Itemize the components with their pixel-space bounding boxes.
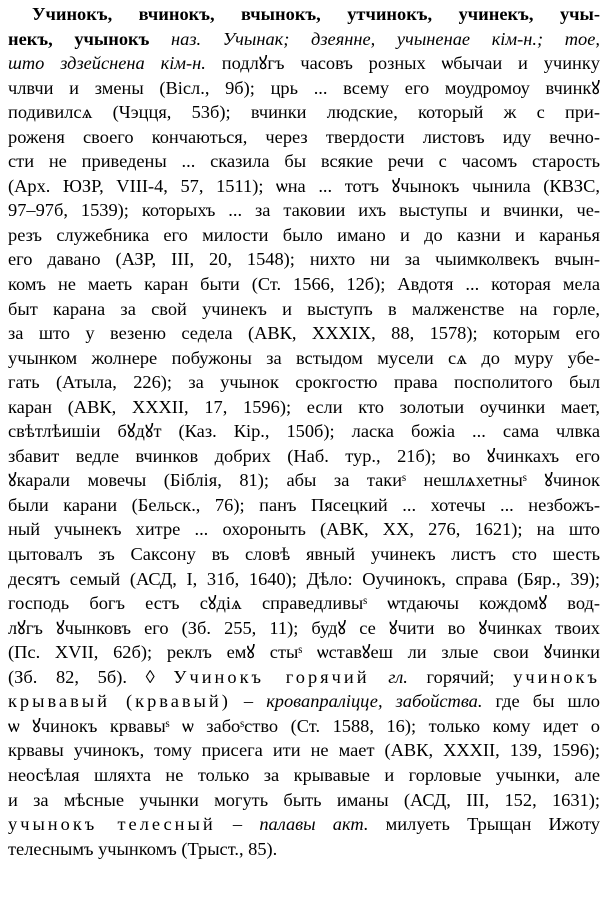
entry-line xyxy=(8,272,600,297)
italic-text: палавы акт. xyxy=(259,814,369,835)
text-run: роженя своего кончаються, через твердости листовъ иду вечно- xyxy=(8,126,600,147)
text-run: гать (Атыла, 226); за учынок срокгостю права посполитого был xyxy=(8,372,600,393)
entry-line xyxy=(8,247,600,272)
entry-line xyxy=(8,346,600,371)
entry-line xyxy=(8,468,600,493)
headword: некъ, учынокъ xyxy=(8,28,172,49)
entry-line xyxy=(8,125,600,150)
text-run: телеснымъ учынкомъ (Трыст., 85). xyxy=(8,838,278,859)
text-run: милуеть Трыщан Ижоту xyxy=(368,814,600,835)
entry-line xyxy=(8,100,600,125)
entry-line xyxy=(8,689,600,714)
entry-line xyxy=(8,837,600,862)
entry-line xyxy=(8,27,600,52)
entry-line xyxy=(8,174,600,199)
entry-line xyxy=(8,567,600,592)
entry-line xyxy=(8,788,600,813)
text-run: сти не приведены ... сказила бы всякие речи с часомъ старость xyxy=(8,151,600,172)
text-run: члвчи и змены (Вісл., 9б); црь ... всему его моудромоу вчинкꙋ xyxy=(8,77,600,98)
text-run: горячий; xyxy=(407,666,514,687)
text-run: ѡ ꙋчинокъ крвавыˢ ѡ забоˢство (Ст. 1588, 16); только кому идет о xyxy=(8,715,600,736)
text-run: ꙋкарали мовечы (Біблія, 81); абы за такиˢ нешлѧхетныˢ ꙋчинок xyxy=(8,470,600,491)
text-run: и за мѣсные учынки могуть быть иманы (АСД, III, 152, 1631); xyxy=(8,789,600,810)
text-run: ный учынекъ хитре ... охороныть (АВК, XX, 276, 1621); на што xyxy=(8,519,600,540)
entry-line xyxy=(8,51,600,76)
italic-text: кровапраліцце, забойства. xyxy=(266,691,483,712)
entry-line xyxy=(8,321,600,346)
entry-line xyxy=(8,297,600,322)
text-run: лꙋгъ ꙋчынковъ его (Зб. 255, 11); будꙋ се ꙋчити во ꙋчинках твоих xyxy=(8,617,600,638)
text-run: быт карана за свой учинекъ и выступъ в малженстве на горле, xyxy=(8,298,600,319)
spaced-phrase: учынокъ телесный xyxy=(8,814,216,835)
text-run: каран (АВК, XXXII, 17, 1596); если кто золотыи оучинки мает, xyxy=(8,396,600,417)
entry-line xyxy=(8,444,600,469)
italic-text: наз. Учынак; дзеянне, учыненае кім-н.; тое, xyxy=(171,28,600,49)
spaced-phrase: учинокъ xyxy=(513,666,600,687)
text-run: свѣтлѣишіи бꙋдꙋт (Каз. Кір., 150б); ласка божіа ... сама члвка xyxy=(8,421,600,442)
entry-line xyxy=(8,738,600,763)
entry-line xyxy=(8,665,600,690)
entry-line xyxy=(8,714,600,739)
text-run: были карани (Бельск., 76); панъ Пясецкий ... хотечы ... незбожъ- xyxy=(8,494,600,515)
text-run: десятъ семый (АСД, I, 31б, 1640); Дѣло: Оучинокъ, справа (Бяр., 39); xyxy=(8,568,600,589)
text-run xyxy=(370,667,389,687)
text-run: господь богъ естъ сꙋдіѧ справедливыˢ ѡтдаючы кождомꙋ вод- xyxy=(8,593,600,614)
entry-line xyxy=(8,517,600,542)
text-run: подлꙋгъ часовъ розных ѡбычаи и учинкy xyxy=(205,53,601,74)
italic-text: гл. xyxy=(388,666,408,687)
entry-line xyxy=(8,370,600,395)
spaced-phrase: крывавый (крвавый) xyxy=(8,691,231,712)
text-run: крвавы учинокъ, тому присега ити не мает (АВК, XXXII, 139, 1596); xyxy=(8,740,600,761)
headword: Учинокъ, вчинокъ, вчынокъ, утчинокъ, учинекъ, учы- xyxy=(32,4,600,24)
text-run: комъ не маеть каран быти (Ст. 1566, 12б); Авдотя ... которая мела xyxy=(8,274,600,295)
text-run: подивилсѧ (Чэцця, 53б); вчинки людские, который ж с при- xyxy=(8,102,600,123)
entry-line xyxy=(8,493,600,518)
text-run: (Арх. ЮЗР, VIII-4, 57, 1511); ѡна ... тотъ ꙋчынокъ чынила (КВЗС, xyxy=(8,175,600,196)
text-run: резъ служебника его милости было имано и до казни и каранья xyxy=(8,224,600,245)
text-run: где бы шло xyxy=(482,691,601,712)
text-run: збавит ведле вчинков добрих (Наб. тур., 21б); во ꙋчинкахъ его xyxy=(8,445,600,466)
text-run: – xyxy=(230,691,267,712)
entry-line xyxy=(8,812,600,837)
entry-line xyxy=(8,616,600,641)
entry-line xyxy=(8,223,600,248)
entry-line xyxy=(8,419,600,444)
italic-text: што здзейснена кім-н. xyxy=(8,53,206,74)
entry-line xyxy=(8,76,600,101)
entry-line xyxy=(8,149,600,174)
entry-line xyxy=(8,591,600,616)
text-run: за што у везеню седела (АВК, XXXIX, 88, 1578); которым его xyxy=(8,323,600,344)
text-run: – xyxy=(215,814,260,835)
text-run: 97–97б, 1539); которыхъ ... за таковии ихъ выступы и вчинки, че- xyxy=(8,200,600,221)
entry-line xyxy=(8,542,600,567)
text-run: (Зб. 82, 5б). ◊ xyxy=(8,666,174,687)
entry-line xyxy=(8,763,600,788)
entry-line xyxy=(8,395,600,420)
text-run: неосѣлая шляхта не только за крывавые и горловые учынки, але xyxy=(8,764,600,785)
text-run: (Пс. XVII, 62б); реклъ емꙋ стыˢ ѡставꙋеш ли злые свои ꙋчинки xyxy=(8,642,600,663)
entry-line xyxy=(8,198,600,223)
entry-line xyxy=(8,640,600,665)
text-run: его давано (АЗР, III, 20, 1548); нихто ни за чыимколвекъ вчын- xyxy=(8,249,600,270)
spaced-phrase: Учинокъ горячий xyxy=(173,666,370,687)
text-run: цытовалъ зъ Саксону въ словѣ явный учинекъ листъ сто шесть xyxy=(8,544,600,565)
text-run: учынком жолнере побужоны за встыдом мусели сѧ до муру убе- xyxy=(8,347,600,368)
entry-line xyxy=(8,2,600,27)
